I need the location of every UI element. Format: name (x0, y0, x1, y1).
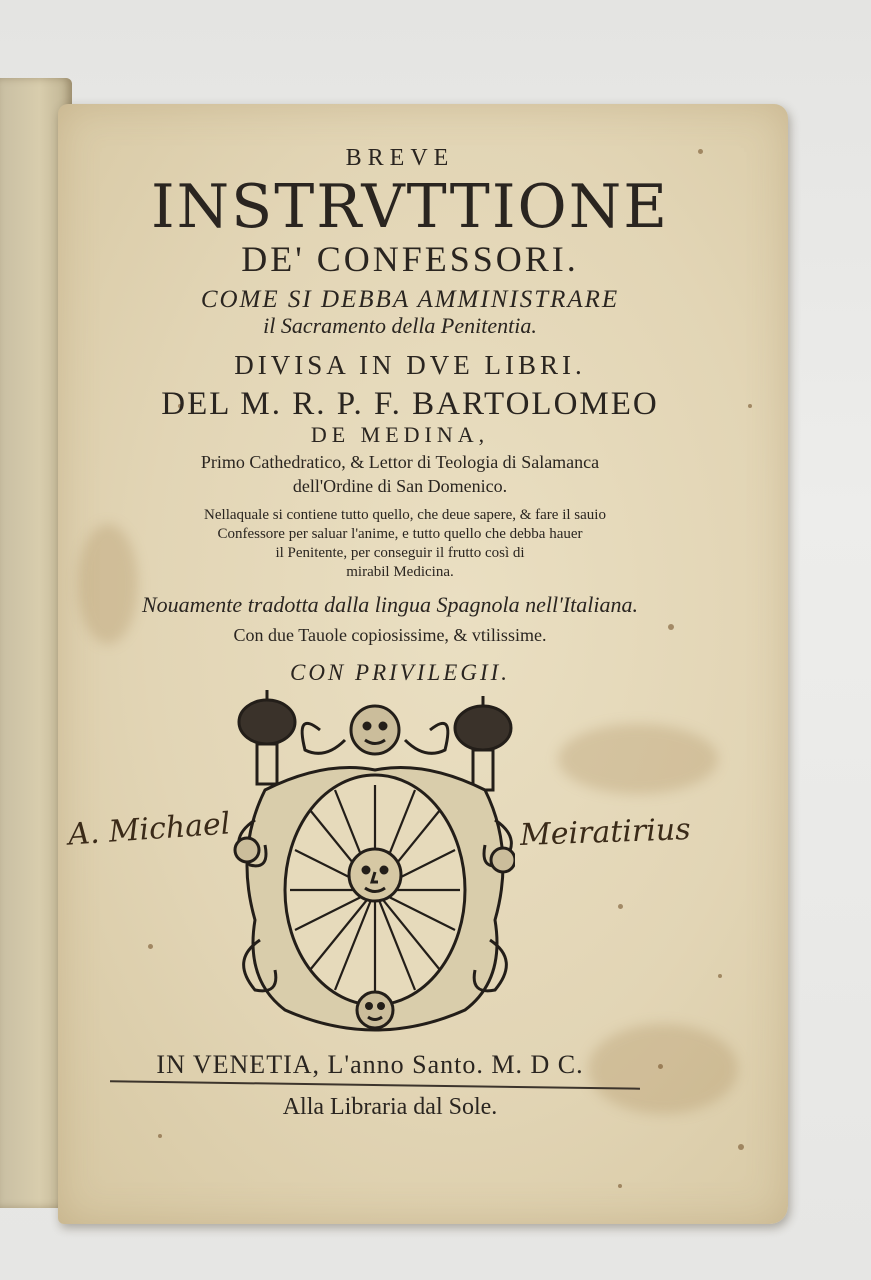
inscription-right: Meiratirius (519, 812, 692, 853)
foxing-spot (618, 1184, 622, 1188)
line-mirabil: mirabil Medicina. (346, 564, 454, 580)
line-tauole: Con due Tauole copiosissime, & vtilissime. (233, 625, 547, 645)
line-come: COME SI DEBBA AMMINISTRARE (200, 286, 620, 313)
sun-face-printer-device-icon (225, 690, 515, 1040)
line-divisa: DIVISA IN DVE LIBRI. (234, 350, 586, 380)
line-author: DEL M. R. P. F. BARTOLOMEO (161, 386, 659, 422)
line-venetia: IN VENETIA, L'anno Santo. M. D C. (156, 1050, 584, 1079)
foxing-spot (618, 904, 623, 909)
line-nella: Nellaquale si contiene tutto quello, che deue sapere, & fare il sauio (204, 507, 606, 523)
foxing-spot (148, 944, 153, 949)
line-confessori: DE' CONFESSORI. (241, 239, 579, 279)
foxing-spot (668, 624, 674, 630)
foxing-spot (698, 149, 703, 154)
line-primo: Primo Cathedratico, & Lettor di Teologia di Salamanca (200, 452, 600, 472)
foxing-spot (658, 1064, 663, 1069)
main-title: INSTRVTTIONE (150, 172, 670, 242)
line-medina: DE MEDINA, (310, 422, 490, 447)
foxing-spot (718, 974, 722, 978)
water-stain (78, 524, 138, 644)
line-breve: BREVE (345, 145, 455, 171)
inscription-left: A. Michael (66, 806, 232, 853)
foxing-spot (748, 404, 752, 408)
line-confessore: Confessore per saluar l'anime, e tutto quello che debba hauer (217, 526, 583, 542)
foxing-spot (738, 1144, 744, 1150)
line-ordine: dell'Ordine di San Domenico. (292, 476, 508, 496)
line-nouamente: Nouamente tradotta dalla lingua Spagnola nell'Italiana. (141, 592, 639, 617)
water-stain (558, 724, 718, 794)
line-penitente: il Penitente, per conseguir il frutto così di (275, 545, 525, 561)
line-privilegii: CON PRIVILEGII. (289, 660, 511, 685)
foxing-spot (158, 1134, 162, 1138)
line-libraria: Alla Libraria dal Sole. (282, 1094, 498, 1120)
line-sacramento: il Sacramento della Penitentia. (263, 313, 537, 338)
